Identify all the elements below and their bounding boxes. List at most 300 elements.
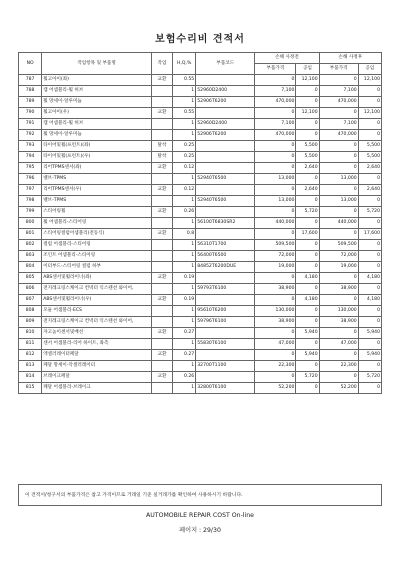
cell-after-price: 0	[319, 350, 358, 361]
cell-after-price: 130,000	[319, 306, 358, 317]
header-before-price: 부품가격	[255, 64, 296, 75]
table-row	[19, 119, 382, 130]
cell-after-price: 470,000	[319, 130, 358, 141]
cell-before-labor: 0	[296, 240, 319, 251]
cell-after-labor: 5,720	[358, 207, 381, 218]
cell-before-labor: 4,180	[296, 273, 319, 284]
cell-hq: 1	[173, 317, 196, 328]
table-row	[19, 86, 382, 97]
cell-after-labor: 0	[358, 130, 381, 141]
cell-code: 32800T6100	[196, 383, 255, 394]
cell-before-labor: 0	[296, 317, 319, 328]
cell-before-labor: 0	[296, 339, 319, 350]
cell-work	[151, 86, 172, 97]
cell-no: 807	[19, 295, 42, 306]
cell-before-price: 38,900	[255, 284, 296, 295]
cell-after-labor: 12,100	[358, 108, 381, 119]
cell-after-labor: 0	[358, 317, 381, 328]
cell-hq: 1	[173, 361, 196, 372]
cell-no: 810	[19, 328, 42, 339]
cell-work: 교환	[151, 273, 172, 284]
cell-code: 59793T6100	[196, 284, 255, 295]
cell-item: 타이어및휠(프런트)(좌)	[42, 141, 152, 152]
header-row-1	[19, 53, 382, 64]
table-row	[19, 97, 382, 108]
cell-item: 밸브-TPMS	[42, 174, 152, 185]
cell-before-price: 47,000	[255, 339, 296, 350]
cell-after-labor: 5,500	[358, 152, 381, 163]
cell-work	[151, 130, 172, 141]
cell-after-price: 38,900	[319, 284, 358, 295]
cell-after-price: 0	[319, 141, 358, 152]
cell-work	[151, 174, 172, 185]
cell-after-price: 47,000	[319, 339, 358, 350]
cell-no: 813	[19, 361, 42, 372]
cell-before-price: 22,300	[255, 361, 296, 372]
cell-before-labor: 0	[296, 119, 319, 130]
cell-after-labor: 5,500	[358, 141, 381, 152]
table-row	[19, 251, 382, 262]
cell-before-labor: 5,720	[296, 372, 319, 383]
cell-code	[196, 350, 255, 361]
cell-after-price: 72,000	[319, 251, 358, 262]
cell-item: 리어TPMS센서(우)	[42, 185, 152, 196]
cell-work	[151, 240, 172, 251]
cell-after-price: 0	[319, 163, 358, 174]
cell-before-price: 0	[255, 163, 296, 174]
cell-item: 스티어링컬럼어셈블리(전동식)	[42, 229, 152, 240]
cell-work: 교환	[151, 207, 172, 218]
cell-before-price: 13,000	[255, 196, 296, 207]
table-row	[19, 130, 382, 141]
cell-hq: 1	[173, 251, 196, 262]
cell-before-labor: 0	[296, 218, 319, 229]
cell-work	[151, 284, 172, 295]
cell-before-labor: 0	[296, 361, 319, 372]
cell-after-labor: 0	[358, 361, 381, 372]
cell-work: 교환	[151, 75, 172, 86]
cell-after-price: 22,300	[319, 361, 358, 372]
cell-work: 교환	[151, 185, 172, 196]
table-row	[19, 383, 382, 394]
cell-no: 798	[19, 196, 42, 207]
cell-work	[151, 383, 172, 394]
cell-hq: 0.27	[173, 350, 196, 361]
cell-no: 787	[19, 75, 42, 86]
table-row	[19, 273, 382, 284]
table-row	[19, 372, 382, 383]
cell-after-labor: 0	[358, 339, 381, 350]
cell-code	[196, 273, 255, 284]
table-row	[19, 75, 382, 86]
cell-item: 휠고아이(우)	[42, 108, 152, 119]
cell-no: 803	[19, 251, 42, 262]
table-row	[19, 108, 382, 119]
cell-before-price: 38,900	[255, 317, 296, 328]
cell-before-labor: 0	[296, 284, 319, 295]
cell-item: 엑셀러레이터페달	[42, 350, 152, 361]
cell-hq: 0.55	[173, 108, 196, 119]
cell-no: 792	[19, 130, 42, 141]
cell-work	[151, 251, 172, 262]
cell-after-labor: 0	[358, 251, 381, 262]
cell-no: 812	[19, 350, 42, 361]
cell-before-price: 509,500	[255, 240, 296, 251]
cell-hq: 1	[173, 218, 196, 229]
header-item: 작업항목 및 부품명	[42, 53, 152, 75]
table-row	[19, 185, 382, 196]
cell-no: 800	[19, 218, 42, 229]
cell-before-labor: 4,180	[296, 295, 319, 306]
estimate-table	[18, 52, 382, 394]
cell-work	[151, 119, 172, 130]
cell-after-price: 0	[319, 75, 358, 86]
cell-before-labor: 0	[296, 262, 319, 273]
cell-after-labor: 2,640	[358, 163, 381, 174]
cell-code	[196, 207, 255, 218]
cell-after-labor: 4,180	[358, 273, 381, 284]
cell-item: 페달 망세이-악셀러레이터	[42, 361, 152, 372]
cell-code: 84852T6200DUE	[196, 262, 255, 273]
cell-no: 801	[19, 229, 42, 240]
cell-work	[151, 97, 172, 108]
cell-after-price: 0	[319, 273, 358, 284]
cell-before-labor: 12,100	[296, 108, 319, 119]
cell-after-labor: 5,940	[358, 328, 381, 339]
cell-no: 809	[19, 317, 42, 328]
cell-before-price: 0	[255, 229, 296, 240]
cell-item: 스티어링휠	[42, 207, 152, 218]
cell-after-labor: 0	[358, 86, 381, 97]
cell-before-labor: 0	[296, 196, 319, 207]
cell-before-price: 7,100	[255, 119, 296, 130]
cell-work	[151, 317, 172, 328]
cell-before-labor: 5,940	[296, 328, 319, 339]
cell-code: 32700T1100	[196, 361, 255, 372]
cell-before-price: 0	[255, 185, 296, 196]
cell-code: 55830T6100	[196, 339, 255, 350]
cell-item: 센서 어셈블리-리어 하이트, 좌측	[42, 339, 152, 350]
cell-hq: 1	[173, 97, 196, 108]
cell-after-price: 509,500	[319, 240, 358, 251]
cell-no: 796	[19, 174, 42, 185]
cell-item: 휠 어셈블리-스티어링	[42, 218, 152, 229]
table-row	[19, 196, 382, 207]
header-before-labor: 공임	[296, 64, 319, 75]
cell-after-labor: 0	[358, 174, 381, 185]
cell-before-price: 0	[255, 141, 296, 152]
cell-hq: 1	[173, 306, 196, 317]
cell-before-price: 130,000	[255, 306, 296, 317]
cell-work	[151, 361, 172, 372]
cell-code: 95610T6200	[196, 306, 255, 317]
cell-no: 791	[19, 119, 42, 130]
header-work: 작업	[151, 53, 172, 75]
cell-before-price: 440,000	[255, 218, 296, 229]
cell-before-price: 0	[255, 75, 296, 86]
cell-code: 52906T6200	[196, 97, 255, 108]
cell-before-price: 13,000	[255, 174, 296, 185]
cell-code	[196, 152, 255, 163]
cell-before-labor: 5,940	[296, 350, 319, 361]
cell-hq: 1	[173, 130, 196, 141]
cell-hq: 0.26	[173, 207, 196, 218]
cell-item: 모듈 어셈블리-ECS	[42, 306, 152, 317]
table-body	[19, 75, 382, 394]
cell-hq: 0.8	[173, 229, 196, 240]
cell-after-labor: 0	[358, 196, 381, 207]
cell-after-labor: 0	[358, 97, 381, 108]
cell-item: ABS센서및휠라이너(좌)	[42, 273, 152, 284]
cell-no: 806	[19, 284, 42, 295]
cell-before-labor: 0	[296, 97, 319, 108]
cell-hq: 1	[173, 383, 196, 394]
cell-work: 교환	[151, 350, 172, 361]
table-row	[19, 163, 382, 174]
cell-after-labor: 5,940	[358, 350, 381, 361]
table-row	[19, 141, 382, 152]
cell-item: 휠 망세이-알루미늄	[42, 130, 152, 141]
cell-hq: 0.19	[173, 295, 196, 306]
cell-after-price: 13,000	[319, 174, 358, 185]
cell-before-labor: 5,720	[296, 207, 319, 218]
cell-after-labor: 4,180	[358, 295, 381, 306]
cell-hq: 1	[173, 119, 196, 130]
cell-code	[196, 328, 255, 339]
cell-before-labor: 0	[296, 174, 319, 185]
cell-work: 교환	[151, 108, 172, 119]
cell-code: 52940T6500	[196, 196, 255, 207]
cell-code	[196, 372, 255, 383]
cell-after-labor: 5,720	[358, 372, 381, 383]
table-row	[19, 240, 382, 251]
cell-item: 전지레크링스케이크 컨넥터 익스텐션 와이어,	[42, 284, 152, 295]
cell-item: ABS센서및휠라이너(우)	[42, 295, 152, 306]
table-row	[19, 207, 382, 218]
cell-before-price: 0	[255, 295, 296, 306]
cell-hq: 0.12	[173, 163, 196, 174]
cell-after-labor: 0	[358, 218, 381, 229]
cell-after-price: 0	[319, 108, 358, 119]
cell-before-price: 19,000	[255, 262, 296, 273]
page-title: 보험수리비 견적서	[155, 34, 245, 45]
cell-item: 리어TPMS센서(좌)	[42, 163, 152, 174]
cell-work: 탈착	[151, 141, 172, 152]
cell-no: 811	[19, 339, 42, 350]
cell-code	[196, 295, 255, 306]
cell-item: 휠고아이(좌)	[42, 75, 152, 86]
cell-hq: 0.25	[173, 141, 196, 152]
table-row	[19, 284, 382, 295]
cell-work: 교환	[151, 295, 172, 306]
cell-code: 56400T6500	[196, 251, 255, 262]
cell-before-labor: 2,640	[296, 185, 319, 196]
table-row	[19, 361, 382, 372]
cell-after-labor: 0	[358, 284, 381, 295]
cell-item: 휠 망세이-알루미늄	[42, 97, 152, 108]
cell-no: 805	[19, 273, 42, 284]
cell-hq: 1	[173, 284, 196, 295]
cell-item: 자고높이센서및배선	[42, 328, 152, 339]
table-row	[19, 339, 382, 350]
cell-code: 52960D2400	[196, 119, 255, 130]
cell-before-labor: 5,500	[296, 152, 319, 163]
cell-no: 815	[19, 383, 42, 394]
cell-after-labor: 0	[358, 119, 381, 130]
cell-work	[151, 262, 172, 273]
cell-item: 전지레크링스케이크 컨넥터 익스텐션 와이어,	[42, 317, 152, 328]
cell-after-price: 0	[319, 295, 358, 306]
cell-item: 브레이크페달	[42, 372, 152, 383]
cell-code: 56310T1700	[196, 240, 255, 251]
cell-code: 52906T6200	[196, 130, 255, 141]
header-after-price: 부품가격	[319, 64, 358, 75]
cell-after-price: 440,000	[319, 218, 358, 229]
header-after-labor: 공임	[358, 64, 381, 75]
cell-before-price: 0	[255, 108, 296, 119]
cell-hq: 1	[173, 174, 196, 185]
cell-before-labor: 5,500	[296, 141, 319, 152]
cell-before-price: 0	[255, 152, 296, 163]
cell-after-price: 13,000	[319, 196, 358, 207]
cell-before-labor: 0	[296, 130, 319, 141]
cell-after-labor: 2,640	[358, 185, 381, 196]
cell-item: 타이어및휠(프런트)(우)	[42, 152, 152, 163]
cell-hq: 1	[173, 196, 196, 207]
cell-before-labor: 0	[296, 383, 319, 394]
cell-after-price: 52,200	[319, 383, 358, 394]
cell-hq: 0.19	[173, 273, 196, 284]
cell-no: 793	[19, 141, 42, 152]
cell-code	[196, 229, 255, 240]
cell-after-labor: 0	[358, 383, 381, 394]
cell-before-price: 0	[255, 328, 296, 339]
cell-after-labor: 12,100	[358, 75, 381, 86]
table-row	[19, 262, 382, 273]
cell-hq: 1	[173, 240, 196, 251]
cell-work: 교환	[151, 229, 172, 240]
cell-after-price: 0	[319, 229, 358, 240]
cell-before-price: 52,200	[255, 383, 296, 394]
cell-work	[151, 218, 172, 229]
cell-before-labor: 17,600	[296, 229, 319, 240]
cell-before-price: 7,100	[255, 86, 296, 97]
cell-no: 788	[19, 86, 42, 97]
cell-after-price: 7,100	[319, 86, 358, 97]
cell-item: 이터부드-스티어링 컬럼 하부	[42, 262, 152, 273]
cell-after-labor: 0	[358, 240, 381, 251]
disclaimer-note: 이 견적서/청구서의 부품가격은 참고 가격이므로 거래일 기준 실거래가를 확인하여 사용하시기 바랍니다.	[18, 484, 382, 506]
cell-after-price: 0	[319, 185, 358, 196]
cell-code	[196, 141, 255, 152]
cell-code: 59796T6100	[196, 317, 255, 328]
header-code: 부품코드	[196, 53, 255, 75]
cell-item: 밸브-TPMS	[42, 196, 152, 207]
cell-no: 790	[19, 108, 42, 119]
footer-text: AUTOMOBILE REPAIR COST On-line	[146, 512, 254, 519]
cell-no: 799	[19, 207, 42, 218]
cell-work	[151, 339, 172, 350]
cell-after-price: 0	[319, 207, 358, 218]
cell-before-price: 72,000	[255, 251, 296, 262]
cell-hq: 1	[173, 86, 196, 97]
cell-code: 52960D2400	[196, 86, 255, 97]
header-no: NO	[19, 53, 42, 75]
cell-item: 컬럼 어셈블리-스티어링	[42, 240, 152, 251]
cell-hq: 1	[173, 339, 196, 350]
cell-work: 탈착	[151, 152, 172, 163]
cell-item: 페달 어셈블리-브레이크	[42, 383, 152, 394]
table-row	[19, 328, 382, 339]
cell-after-price: 470,000	[319, 97, 358, 108]
cell-hq: 0.55	[173, 75, 196, 86]
table-row	[19, 218, 382, 229]
cell-work	[151, 196, 172, 207]
cell-after-price: 7,100	[319, 119, 358, 130]
page-number: 페이지 : 29/30	[179, 527, 221, 534]
table-row	[19, 295, 382, 306]
cell-work: 교환	[151, 328, 172, 339]
cell-hq: 0.25	[173, 152, 196, 163]
cell-before-labor: 2,640	[296, 163, 319, 174]
cell-hq: 0.27	[173, 328, 196, 339]
cell-code	[196, 185, 255, 196]
cell-hq: 0.12	[173, 185, 196, 196]
cell-after-price: 19,000	[319, 262, 358, 273]
cell-code	[196, 75, 255, 86]
cell-no: 814	[19, 372, 42, 383]
table-row	[19, 174, 382, 185]
cell-no: 794	[19, 152, 42, 163]
table-row	[19, 229, 382, 240]
table-row	[19, 350, 382, 361]
cell-before-price: 0	[255, 350, 296, 361]
cell-after-price: 0	[319, 152, 358, 163]
cell-hq: 1	[173, 262, 196, 273]
cell-work	[151, 306, 172, 317]
cell-no: 789	[19, 97, 42, 108]
cell-no: 802	[19, 240, 42, 251]
cell-no: 804	[19, 262, 42, 273]
cell-work: 교환	[151, 163, 172, 174]
cell-code: 52940T6500	[196, 174, 255, 185]
cell-before-price: 0	[255, 372, 296, 383]
cell-no: 795	[19, 163, 42, 174]
cell-after-price: 38,900	[319, 317, 358, 328]
cell-before-labor: 0	[296, 251, 319, 262]
cell-code	[196, 163, 255, 174]
cell-code: 56100T6830SR2	[196, 218, 255, 229]
cell-before-price: 0	[255, 273, 296, 284]
cell-after-labor: 0	[358, 306, 381, 317]
cell-item: 캡 어셈블리-휠 허브	[42, 119, 152, 130]
cell-before-labor: 12,100	[296, 75, 319, 86]
cell-after-price: 0	[319, 328, 358, 339]
cell-after-labor: 17,600	[358, 229, 381, 240]
cell-code	[196, 108, 255, 119]
header-after: 손해 사정후	[319, 53, 381, 64]
cell-no: 797	[19, 185, 42, 196]
cell-item: 조인트 어셈블리-스티어링	[42, 251, 152, 262]
header-hq: H,Q,%	[173, 53, 196, 75]
cell-before-labor: 0	[296, 306, 319, 317]
table-row	[19, 152, 382, 163]
cell-before-price: 0	[255, 207, 296, 218]
cell-item: 캡 어셈블리-휠 허브	[42, 86, 152, 97]
header-before: 손해 사정전	[255, 53, 319, 64]
cell-after-price: 0	[319, 372, 358, 383]
cell-before-labor: 0	[296, 86, 319, 97]
